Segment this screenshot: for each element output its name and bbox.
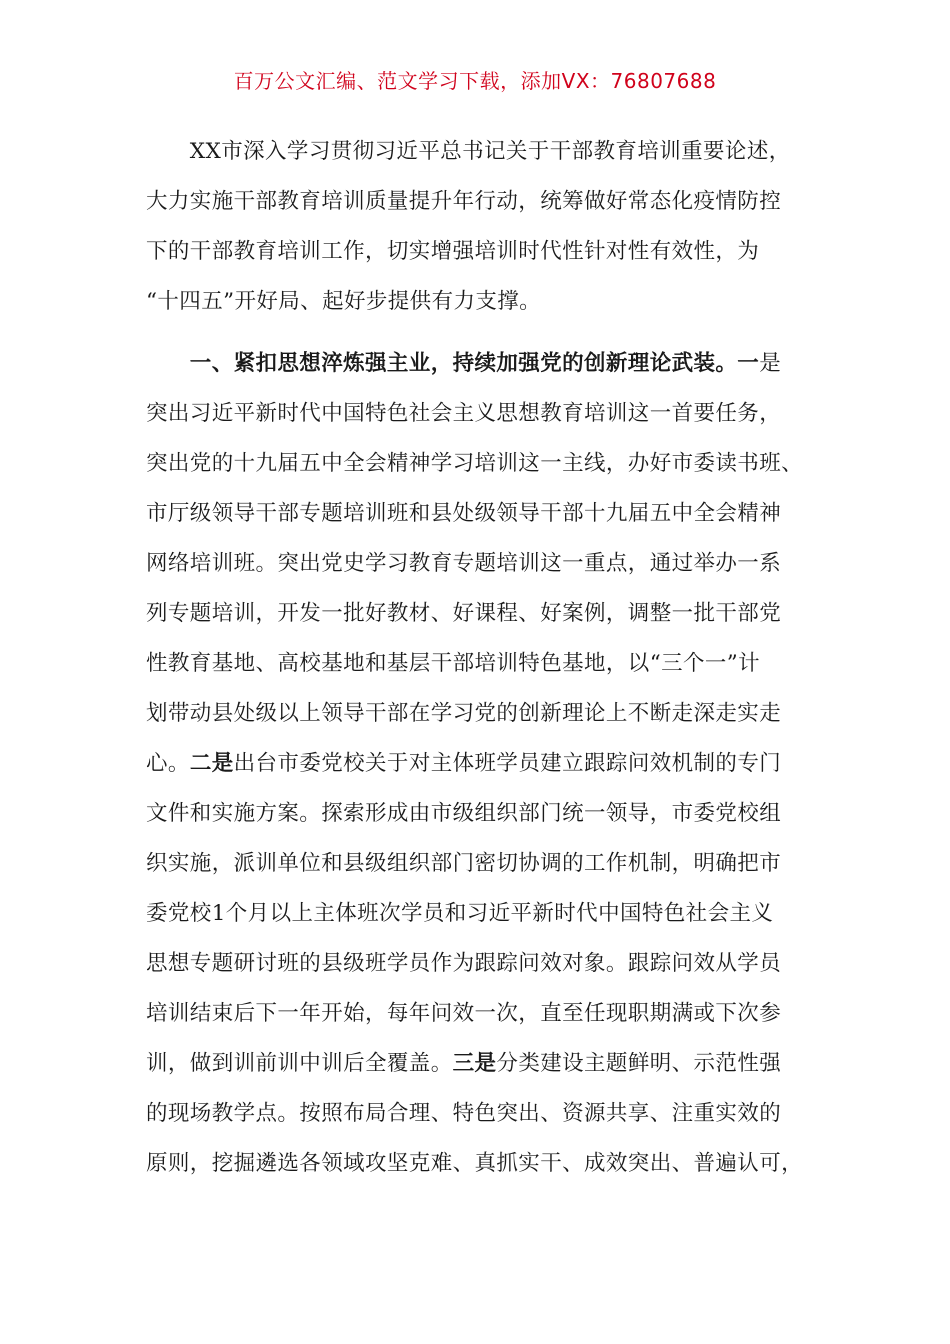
paragraph-line: 突出习近平新时代中国特色社会主义思想教育培训这一首要任务， [146,401,782,426]
text-run: 心。 [146,751,190,776]
paragraph-line: XX市深入学习贯彻习近平总书记关于干部教育培训重要论述， [146,139,791,164]
paragraph-line: 的现场教学点。按照布局合理、特色突出、资源共享、注重实效的 [146,1101,782,1126]
paragraph-line [146,1039,816,1089]
paragraph-line: 下的干部教育培训工作，切实增强培训时代性针对性有效性，为 [146,239,760,264]
paragraph-gap [146,327,816,339]
text-run: 训，做到训前训中训后全覆盖。 [146,1051,453,1076]
header-banner: 百万公文汇编、范文学习下载，添加VX：76807688 [233,69,717,93]
paragraph-line: 划带动县处级以上领导干部在学习党的创新理论上不断走深走实走 [146,701,782,726]
paragraph-line [146,739,816,789]
paragraph-line: 文件和实施方案。探索形成由市级组织部门统一领导，市委党校组 [146,801,782,826]
paragraph-line: 织实施，派训单位和县级组织部门密切协调的工作机制，明确把市 [146,851,782,876]
section-heading: 一、紧扣思想淬炼强主业，持续加强党的创新理论武装。一 [146,351,760,376]
bold-marker: 三是 [452,1051,497,1076]
bold-marker: 二是 [189,751,234,776]
paragraph-line: 培训结束后下一年开始，每年问效一次，直至任现职期满或下次参 [146,1001,782,1026]
paragraph-line [146,339,816,389]
paragraph-line: 性教育基地、高校基地和基层干部培训特色基地，以“三个一”计 [146,651,761,676]
paragraph-line: 委党校1个月以上主体班次学员和习近平新时代中国特色社会主义 [146,901,774,926]
intro-paragraph [146,127,816,327]
paragraph-line: 思想专题研讨班的县级班学员作为跟踪问效对象。跟踪问效从学员 [146,951,782,976]
paragraph-line: 市厅级领导干部专题培训班和县处级领导干部十九届五中全会精神 [146,501,782,526]
section-one-paragraph [146,339,816,1189]
document-body [146,127,816,1189]
text-run: 出台市委党校关于对主体班学员建立跟踪问效机制的专门 [233,751,782,776]
paragraph-line: 网络培训班。突出党史学习教育专题培训这一重点，通过举办一系 [146,551,782,576]
paragraph-line: 原则，挖掘遴选各领域攻坚克难、真抓实干、成效突出、普遍认可， [146,1151,804,1176]
paragraph-line: 大力实施干部教育培训质量提升年行动，统筹做好常态化疫情防控 [146,189,782,214]
text-run: 是 [759,351,782,376]
paragraph-line: “十四五”开好局、起好步提供有力支撑。 [146,289,542,314]
text-run: 分类建设主题鲜明、示范性强 [496,1051,782,1076]
paragraph-line: 列专题培训，开发一批好教材、好课程、好案例，调整一批干部党 [146,601,782,626]
paragraph-line: 突出党的十九届五中全会精神学习培训这一主线，办好市委读书班、 [146,451,804,476]
